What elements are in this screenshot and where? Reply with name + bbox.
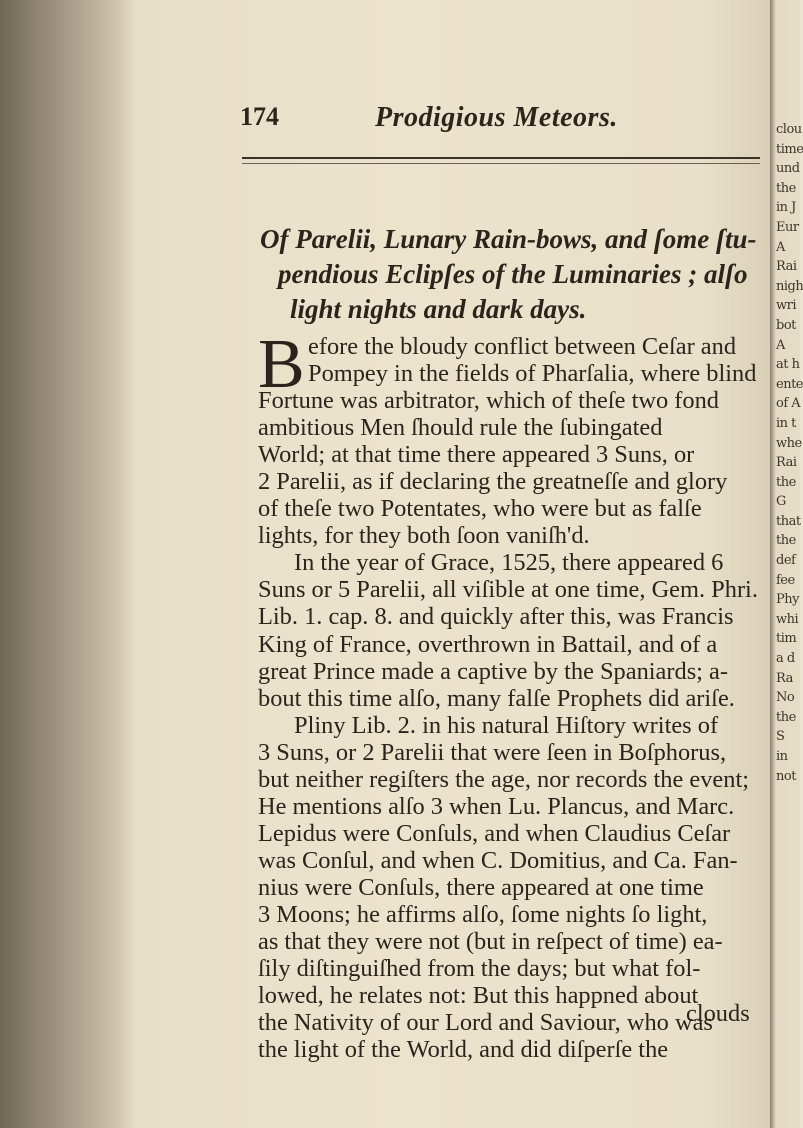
right-page-fragment: not [776, 768, 796, 784]
text-line: 2 Parelii, as if declaring the greatneſſe and glory [258, 468, 728, 496]
text-line: Pliny Lib. 2. in his natural Hiſtory writes of [294, 711, 719, 739]
chapter-title-line: pendious Eclipſes of the Luminaries ; alſo [278, 259, 748, 289]
left-page-gutter [0, 0, 135, 1128]
text-line: efore the bloudy conflict between Ceſar and [308, 333, 737, 360]
text-line: Suns or 5 Parelii, all viſible at one time, Gem. Phri. [258, 576, 758, 604]
right-page-fragment: G [776, 494, 786, 510]
right-page-fragment: at h [776, 357, 800, 373]
text-line: Lepidus were Conſuls, and when Claudius Ceſar [258, 819, 731, 847]
right-page-fragment: A [776, 239, 785, 255]
text-line: Fortune was arbitrator, which of theſe two fond [258, 387, 719, 415]
right-page-fragment: the [776, 474, 796, 490]
right-page-fragment: the [776, 709, 796, 725]
right-page-fragment: a d [776, 651, 795, 667]
text-line: He mentions alſo 3 when Lu. Plancus, and Marc. [258, 792, 735, 820]
right-page-fragment: def [776, 553, 796, 569]
right-page-fragment: bot [776, 317, 796, 333]
right-page-fragment: fee [776, 572, 795, 588]
right-page-fragment: Phy [776, 592, 799, 608]
catchword: clouds [686, 1000, 750, 1027]
text-line: nius were Conſuls, there appeared at one time [258, 873, 704, 901]
right-page-fragment: time [776, 141, 803, 157]
right-page-fragment: clou [776, 122, 802, 137]
right-page-fragment: in t [776, 415, 796, 431]
right-page-fragment: No [776, 690, 795, 706]
chapter-title [260, 222, 760, 327]
right-page-fragment: whe [776, 435, 802, 451]
right-page-fragment: that [776, 513, 801, 529]
text-line: the light of the World, and did diſperſe the [258, 1036, 669, 1064]
text-line: was Conſul, and when C. Domitius, and Ca. Fan- [258, 846, 738, 874]
text-line: In the year of Grace, 1525, there appeared 6 [294, 549, 724, 577]
right-page-fragment: Rai [776, 455, 797, 471]
text-line: Lib. 1. cap. 8. and quickly after this, was Francis [258, 603, 734, 631]
chapter-title-line: Of Parelii, Lunary Rain-bows, and ſome ſtu- [260, 224, 757, 254]
text-line: World; at that time there appeared 3 Suns, or [258, 441, 695, 469]
text-line: of theſe two Potentates, who were but as falſe [258, 495, 702, 523]
right-page-fragment: whi [776, 611, 799, 627]
text-line: King of France, overthrown in Battail, and of a [258, 630, 718, 658]
right-page-fragment: S [776, 729, 785, 745]
right-page-fragment: A [776, 337, 785, 353]
text-line: lowed, he relates not: But this happned about [258, 982, 699, 1010]
right-page-fragment: in [776, 749, 788, 764]
page-header [240, 102, 760, 138]
text-line: the Nativity of our Lord and Saviour, who was [258, 1009, 713, 1037]
running-head: Prodigious Meteors. [375, 102, 618, 133]
right-page-fragment: the [776, 533, 796, 549]
text-line: great Prince made a captive by the Spaniards; a- [258, 657, 729, 685]
right-page-fragment: the [776, 180, 796, 196]
right-page-fragment: wri [776, 298, 796, 314]
right-page-fragment: Eur [776, 219, 799, 235]
text-line: 3 Moons; he affirms alſo, ſome nights ſo light, [258, 900, 708, 928]
right-page-fragment: und [776, 161, 800, 177]
right-page-fragment: ente [776, 376, 803, 392]
text-line: Pompey in the fields of Pharſalia, where blind [308, 360, 757, 388]
right-page-fragment: in J [776, 200, 796, 216]
page-number: 174 [240, 102, 279, 131]
text-line: ambitious Men ſhould rule the ſubingated [258, 414, 663, 442]
header-rule [242, 157, 760, 164]
text-line: lights, for they both ſoon vaniſh'd. [258, 522, 590, 550]
text-line: bout this time alſo, many falſe Prophets did ariſe. [258, 684, 735, 712]
text-line: 3 Suns, or 2 Parelii that were ſeen in Boſphorus, [258, 738, 727, 766]
body-text [258, 326, 768, 1064]
text-line: but neither regiſters the age, nor records the event; [258, 765, 750, 793]
right-page-fragment: Ra [776, 670, 793, 686]
text-line: as that they were not (but in reſpect of time) ea- [258, 928, 723, 956]
right-page-fragments [776, 120, 803, 786]
text-line: ſily diſtinguiſhed from the days; but what fol- [258, 955, 701, 983]
right-page-fragment: tim [776, 631, 797, 647]
right-page-fragment: Rai [776, 259, 797, 275]
right-page-fragment: nigh [776, 278, 803, 294]
chapter-title-line: light nights and dark days. [290, 294, 587, 324]
right-page-fragment: of A [776, 396, 801, 412]
drop-cap: B [258, 326, 305, 403]
